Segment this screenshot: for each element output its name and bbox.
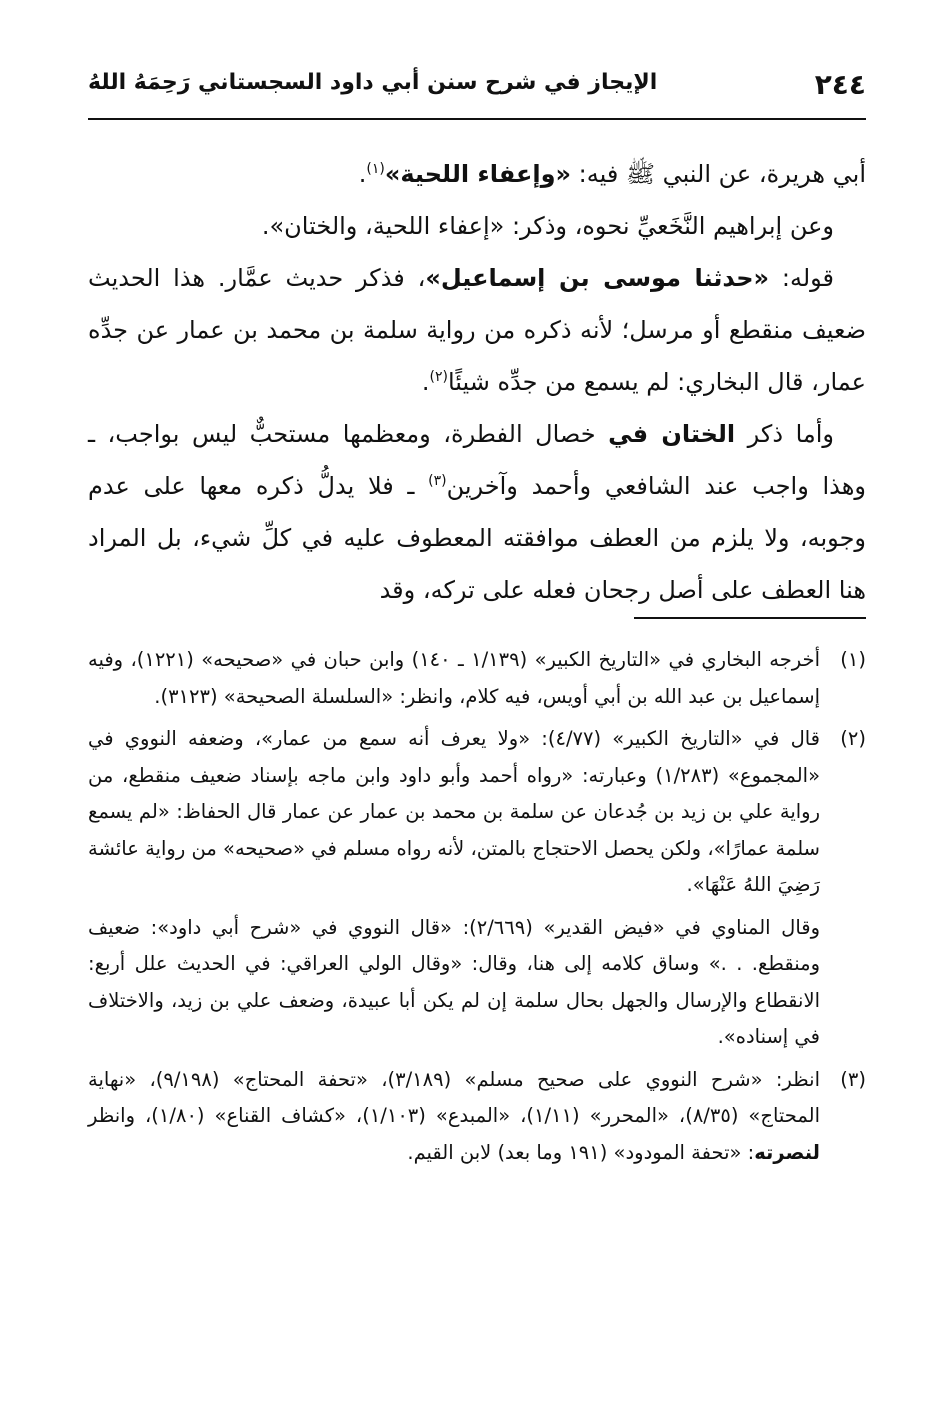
- main-text: [88, 148, 866, 616]
- footnotes: [88, 642, 866, 1177]
- footnote-ref-3: (٣): [428, 473, 447, 489]
- page-header: [88, 62, 866, 120]
- page-number: ٢٤٤: [814, 68, 866, 101]
- running-title: الإيجاز في شرح سنن أبي داود السجستاني رَحِمَهُ اللهُ: [88, 70, 658, 95]
- footnote-text: : «تحفة المودود» (١٩١ وما بعد) لابن القيم.: [407, 1140, 755, 1164]
- footnote-ref-1: (١): [366, 161, 385, 177]
- emphasized-term: الختان في: [608, 420, 736, 448]
- footnote-separator: [634, 617, 866, 619]
- footnote-number: (١): [840, 648, 866, 671]
- footnote-2: [88, 721, 866, 904]
- paragraph-text: وأما ذكر: [735, 420, 834, 448]
- paragraph-text: خصال الفطرة، ومعظمها مستحبٌّ ليس بواجب، ـ وهذا واجب عند الشافعي وأحمد وآخرين: [88, 420, 866, 500]
- paragraph-end: .: [358, 160, 367, 188]
- paragraph-text: قوله:: [769, 264, 834, 292]
- footnote-3: [88, 1062, 866, 1172]
- paragraph-3: [88, 252, 866, 408]
- paragraph-text: ، فذكر حديث عمَّار. هذا الحديث ضعيف منقطع أو مرسل؛ لأنه ذكره من رواية سلمة بن محمد بن عمار عن جدِّه عمار، قال البخاري: لم يسمع من جدِّه شيئًا: [88, 264, 866, 396]
- paragraph-1: [88, 148, 866, 200]
- footnote-bold-word: لنصرته: [754, 1140, 820, 1164]
- quoted-hadith-phrase: «وإعفاء اللحية»: [384, 160, 572, 188]
- paragraph-2: [88, 200, 866, 252]
- footnote-text: قال في «التاريخ الكبير» (٤/٧٧): «ولا يعرف أنه سمع من عمار»، وضعفه النووي في «المجموع» (١/٢٨٣) وعبارته: «رواه أحمد وأبو داود وابن ماجه بإسناد ضعيف منقطع، من رواية علي بن زيد بن جُدعان عن سلمة بن محمد بن عمار عن عمار قال الحفاظ: «لم يسمع سلمة عمارًا»، ولكن يحصل الاحتجاج بالمتن، لأنه رواه مسلم في «صحيحه» من رواية عائشة رَضِيَ اللهُ عَنْهَا».: [88, 727, 820, 896]
- paragraph-4: [88, 408, 866, 616]
- footnote-number: (٢): [840, 727, 866, 750]
- paragraph-text: وعن إبراهيم النَّخَعيِّ نحوه، وذكر: «إعفاء اللحية، والختان».: [261, 212, 834, 240]
- paragraph-end: .: [421, 368, 430, 396]
- footnote-ref-2: (٢): [429, 369, 448, 385]
- footnote-1: [88, 642, 866, 715]
- footnote-number: (٣): [840, 1067, 866, 1091]
- footnote-2-continuation: وقال المناوي في «فيض القدير» (٢/٦٦٩): «قال النووي في «شرح أبي داود»: ضعيف ومنقطع. . .» وساق كلامه إلى هنا، وقال: «وقال الولي العراقي: في الحديث علل أربع: الانقطاع والإرسال والجهل بحال سلمة إن لم يكن أبا عبيدة، وضعف علي بن زيد، والاختلاف في إسناده».: [88, 915, 821, 1048]
- footnote-text: انظر: «شرح النووي على صحيح مسلم» (٣/١٨٩)، «تحفة المحتاج» (٩/١٩٨)، «نهاية المحتاج» (٨/٣٥)، «المحرر» (١/١١)، «المبدع» (١/١٠٣)، «كشاف القناع» (١/٨٠)، وانظر: [88, 1067, 820, 1127]
- quoted-isnad-phrase: «حدثنا موسى بن إسماعيل»: [425, 264, 770, 292]
- footnote-text: أخرجه البخاري في «التاريخ الكبير» (١/١٣٩ ـ ١٤٠) وابن حبان في «صحيحه» (١٢٢١)، وفيه إسماعيل بن عبد الله بن أبي أويس، فيه كلام، وانظر: «السلسلة الصحيحة» (٣١٢٣).: [88, 648, 820, 708]
- paragraph-text: ـ فلا يدلُّ ذكره معها على عدم وجوبه، ولا يلزم من العطف موافقته المعطوف عليه في كلِّ شيء، بل المراد هنا العطف على أصل رجحان فعله على تركه، وقد: [88, 472, 866, 604]
- paragraph-text: أبي هريرة، عن النبي ﷺ فيه:: [571, 160, 866, 188]
